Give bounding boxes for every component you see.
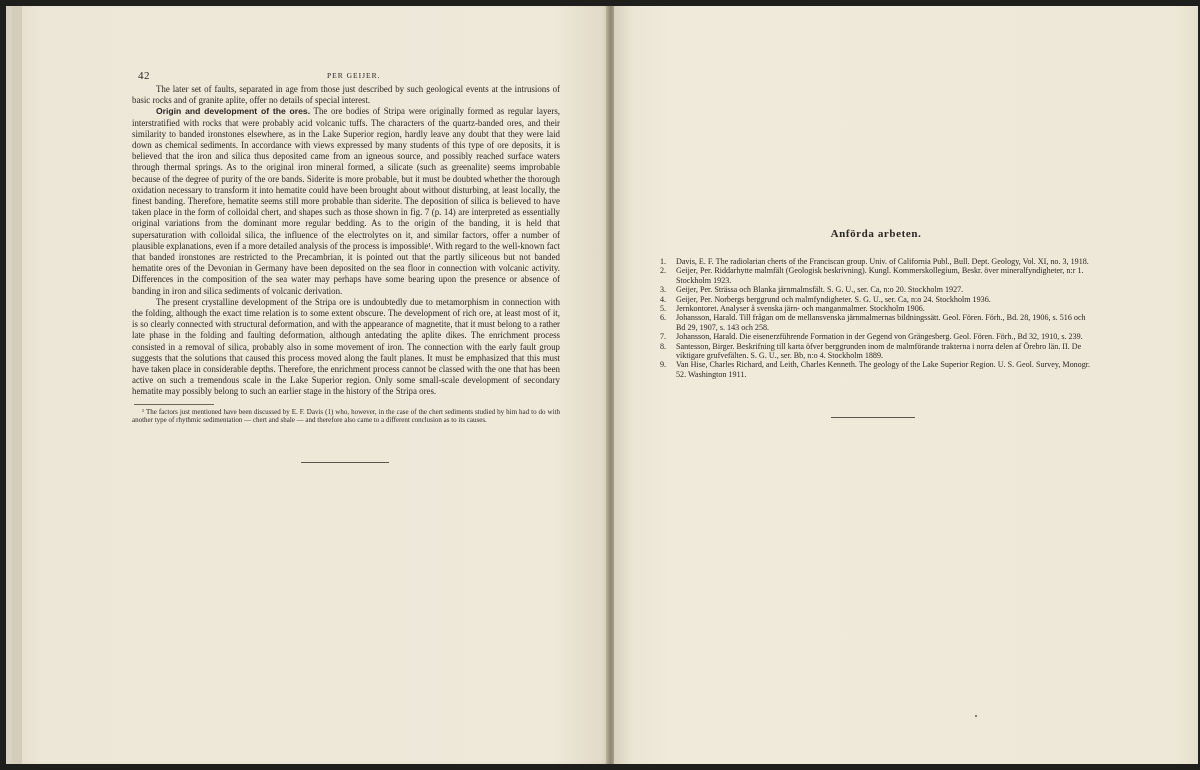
section-heading: Origin and development of the ores. [156,106,311,117]
right-page-text [660,228,1092,379]
reference-number: 9. [660,360,667,370]
reference-text: Geijer, Per. Strässa och Blanka järnmalmsfält. S. G. U., ser. Ca, n:o 20. Stockholm 1927. [676,285,964,295]
paragraph-faults [132,84,560,106]
reference-text: Davis, E. F. The radiolarian cherts of the Franciscan group. Univ. of California Publ., Bull. Dept. Geology, Vol. XI, no. 3, 1918. [676,257,1089,266]
reference-item [660,295,1092,304]
reference-list [660,257,1092,379]
reference-item [660,285,1092,294]
end-rule-right [831,417,915,418]
paragraph-text: The ore bodies of Stripa were originally formed as regular layers, interstratified with rocks that were probably acid volcanic tuffs. The characters of the quartz-banded ores, and their similarity to banded ironstones elsewhere, as in the Lake Superior region, hardly leave any doubt that they were laid down as chemical sediments. In accordance with views expressed by many students of this type of ore deposits, it is believed that the iron and silica thus deposited came from an igneous source, and possibly reached surface waters through thermal springs. As to the original iron mineral formed, a silicate (such as greenalite) seems improbable because of the degree of purity of the ore bands. Siderite is more probable, but it must be doubted whether the thorough oxidation necessary to transform it into hematite could have been brought about without disturbing, at least locally, the finest banding. Therefore, hematite seems still more probable than siderite. The deposition of silica is believed to have taken place in the form of colloidal chert, and shapes such as those shown in fig. 7 (p. 14) are interpreted as essentially original variations from the dominant more regular bedding. As to the origin of the banding, it is held that supersaturation with colloidal silica, the influence of the electrolytes on it, and similar factors, offer a number of plausible explanations, even if a more detailed analysis of the process is impossible¹. With regard to the well-known fact that banded ironstones are restricted to the Precambrian, it is pointed out that the partly siliceous but not banded hematite ores of the Devonian in Germany have been deposited on the sea floor in connection with volcanic activity. Differences in the composition of the sea water may perhaps have some bearing upon the presence or absence of banding in iron and silica sediments of volcanic derivation. [132,106,560,296]
reference-text: Santesson, Birger. Beskrifning till karta öfver berggrunden inom de malmförande trakterna i norra delen af Örebro län. II. De viktigare grufvefälten. S. G. U., ser. Bb, n:o 4. Stockholm 1889. [676,341,1082,361]
paper-speck [975,715,977,717]
reference-number: 1. [660,257,667,266]
paragraph-origin [132,106,560,296]
paragraph-text: The present crystalline development of the Stripa ore is undoubtedly due to metamorphism in connection with the folding, although the exact time relation is to some extent obscure. The development of rich ore, at least most of it, is so clearly connected with structural deformation, and with the appearance of magnetite, that it must belong to a rather late phase in the folding and faulting deformation, although antedating the aplite dikes. The enrichment process consisted in a removal of silica, probably also in some movement of iron. The connection with the early fault group suggests that the solutions that caused this process moved along the fault planes. It must be emphasized that this must have taken place in considerable depths. Therefore, the enrichment process cannot be classed with the one that has been active on such a tremendous scale in the Lake Superior region. Only some small-scale development of secondary hematite may possibly belong to such an earlier stage in the history of the Stripa ores. [132,296,560,397]
reference-number: 3. [660,285,667,295]
reference-item [660,257,1092,266]
running-head: PER GEIJER. [327,71,381,80]
reference-item [660,342,1092,361]
right-page [614,6,1198,764]
reference-text: Geijer, Per. Riddarhytte malmfält (Geologisk beskrivning). Kungl. Kommerskollegium, Beskr. över mineralfyndigheter, n:r 1. Stockholm 1923. [676,266,1084,285]
reference-text: Johansson, Harald. Die eisenerzführende Formation in der Gegend von Grängesberg. Geol. Fören. Förh., Bd 32, 1910, s. 239. [676,332,1083,342]
reference-number: 5. [660,304,667,314]
reference-number: 6. [660,313,667,323]
reference-item [660,332,1092,341]
reference-text: Geijer, Per. Norbergs berggrund och malmfyndigheter. S. G. U., ser. Ca, n:o 24. Stockholm 1936. [676,294,991,304]
page-edges [12,6,22,764]
page-number: 42 [138,70,150,82]
reference-item [660,313,1092,332]
reference-number: 4. [660,294,667,304]
paragraph-text: The later set of faults, separated in age from those just described by such geological events at the intrusions of basic rocks and of granite aplite, offer no details of special interest. [132,84,560,106]
reference-number: 8. [660,341,667,351]
reference-text: Van Hise, Charles Richard, and Leith, Charles Kenneth. The geology of the Lake Superior Region. U. S. Geol. Survey, Monogr. 52. Washington 1911. [676,360,1091,379]
left-page-text [132,70,560,425]
reference-item [660,266,1092,285]
reference-number: 2. [660,266,667,276]
references-title: Anförda arbeten. [830,228,922,240]
footnote: ¹ The factors just mentioned have been discussed by E. F. Davis (1) who, however, in the case of the chert sediments studied by him had to do with another type of rhythmic sedimentation — chert and shale — and therefore also came to a different conclusion as to its causes. [132,407,560,425]
end-rule-left [301,462,389,463]
reference-text: Johansson, Harald. Till frågan om de mellansvenska järnmalmernas bildningssätt. Geol. Fören. Förh., Bd. 28, 1906, s. 516 och Bd 29, 1907, s. 143 och 258. [676,313,1086,332]
footnote-rule [134,404,214,405]
paragraph-crystalline [132,297,560,398]
reference-text: Jernkontoret. Analyser å svenska järn- och manganmalmer. Stockholm 1906. [676,304,925,314]
reference-number: 7. [660,332,667,342]
reference-item [660,360,1092,379]
page-header [132,70,560,84]
reference-item [660,304,1092,313]
